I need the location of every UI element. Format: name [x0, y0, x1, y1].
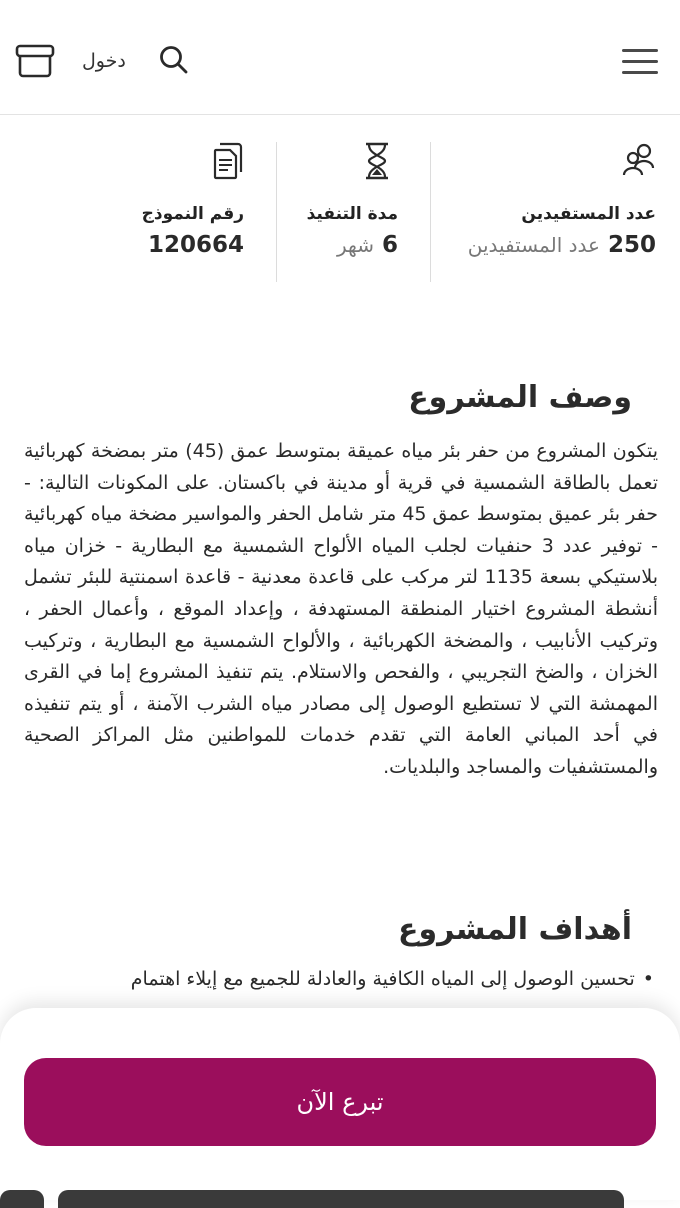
- duration-unit: شهر: [336, 233, 374, 257]
- stat-duration: [278, 140, 398, 282]
- people-icon: [622, 142, 656, 182]
- goal-item: • تحسين الوصول إلى المياه الكافية والعادلة للجميع مع إيلاء اهتمام: [24, 968, 654, 990]
- top-header: [0, 0, 680, 115]
- search-icon[interactable]: [158, 44, 190, 76]
- stat-value: [468, 232, 656, 258]
- stat-form-number: [104, 140, 244, 282]
- beneficiaries-unit: عدد المستفيدين: [467, 233, 600, 257]
- project-stats: [0, 140, 680, 282]
- stat-value: 120664: [147, 232, 244, 258]
- stat-label: عدد المستفيدين: [521, 204, 656, 224]
- donate-sheet: [0, 1008, 680, 1200]
- document-icon: [212, 142, 244, 184]
- description-text: يتكون المشروع من حفر بئر مياه عميقة بمتوسط عمق (45) متر بمضخة كهربائية تعمل بالطاقة الشمسية في قرية أو مدينة في باكستان. على المكونات التالية: - حفر بئر عميق بمتوسط عمق 45 متر شامل الحفر والمواسير مضخة مياه كهربائية - توفير عدد 3 حنفيات لجلب المياه الألواح الشمسية مع البطارية - خزان مياه بلاستيكي بسعة 1135 لتر مركب على قاعدة معدنية - قاعدة اسمنتية للبئر تشمل أنشطة المشروع اختيار المنطقة المستهدفة ، وإعداد الموقع ، وأعمال الحفر ، وتركيب الأنابيب ، والمضخة الكهربائية ، والألواح الشمسية مع البطارية ، وتركيب الخزان ، والضخ التجريبي ، والفحص والاستلام. يتم تنفيذ المشروع إما في القرى المهمشة التي لا تستطيع الوصول إلى مصادر مياه الشرب الآمنة ، أو يتم تنفيذه في أحد المباني العامة التي تقدم خدمات للمواطنين مثل المراكز الصحية والمستشفيات والمساجد والبلديات.: [24, 440, 658, 778]
- divider: [430, 142, 431, 282]
- system-bar: [0, 1190, 44, 1208]
- divider: [276, 142, 277, 282]
- hamburger-menu-icon[interactable]: [622, 45, 660, 77]
- hourglass-icon: [364, 142, 390, 184]
- stat-beneficiaries: [436, 140, 656, 282]
- donate-now-button[interactable]: تبرع الآن: [24, 1058, 656, 1146]
- stat-label: رقم النموذج: [141, 204, 244, 224]
- beneficiaries-count: 250: [607, 232, 656, 258]
- description-title: وصف المشروع: [408, 380, 632, 415]
- cart-icon[interactable]: [15, 42, 55, 80]
- stat-label: مدة التنفيذ: [306, 204, 398, 224]
- goals-title: أهداف المشروع: [398, 912, 632, 947]
- system-bar: [58, 1190, 624, 1208]
- stat-value: [337, 232, 398, 258]
- goals-list: [24, 968, 654, 990]
- duration-count: 6: [381, 232, 398, 258]
- login-link[interactable]: دخول: [82, 50, 126, 72]
